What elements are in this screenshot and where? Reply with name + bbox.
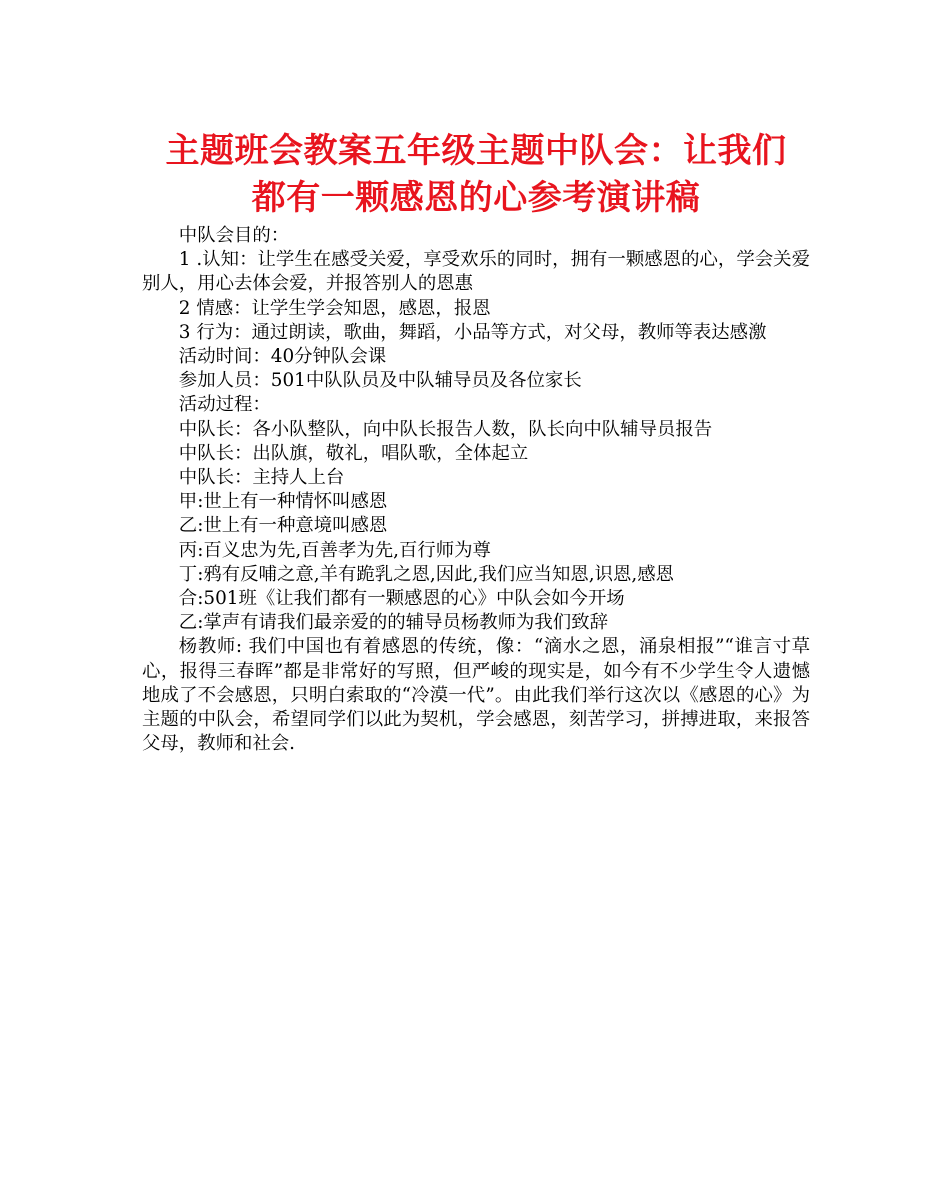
paragraph-activity-time: 活动时间：40分钟队会课 [178, 346, 387, 368]
title-line-1: 主题班会教案五年级主题中队会：让我们 [165, 131, 787, 171]
paragraph-meeting-purpose: 中队会目的： [178, 225, 290, 246]
paragraph-speaker-d: 丁:鸦有反哺之意,羊有跪乳之恩,因此,我们应当知恩,识恩,感恩 [178, 563, 674, 585]
paragraph-invite-teacher: 乙:掌声有请我们最亲爱的的辅导员杨教师为我们致辞 [178, 612, 608, 634]
document-title [142, 128, 810, 222]
paragraph-speaker-b: 乙:世上有一种意境叫感恩 [178, 515, 388, 537]
paragraph-flag-ceremony: 中队长：出队旗，敬礼，唱队歌，全体起立 [178, 442, 529, 464]
paragraph-activity-process: 活动过程： [178, 394, 271, 416]
paragraph-cognition: 1 .认知：让学生在感受关爱，享受欢乐的同时，拥有一颗感恩的心，学会关爱别人，用心去体会爱，并报答别人的恩惠 [142, 249, 810, 295]
paragraph-behavior: 3 行为：通过朗读，歌曲，舞蹈，小品等方式，对父母，教师等表达感激 [178, 321, 767, 343]
paragraph-emotion: 2 情感：让学生学会知恩，感恩，报恩 [178, 297, 491, 319]
paragraph-speaker-a: 甲:世上有一种情怀叫感恩 [178, 491, 388, 513]
paragraph-teacher-speech: 杨教师: 我们中国也有着感恩的传统，像：“滴水之恩，涌泉相报”“谁言寸草心，报得三春晖”都是非常好的写照，但严峻的现实是，如今有不少学生令人遗憾地成了不会感恩，只明白索取的“冷漠一代”。由此我们举行这次以《感恩的心》为主题的中队会，希望同学们以此为契机，学会感恩，刻苦学习，拼搏进取，来报答父母，教师和社会. [142, 636, 810, 755]
paragraph-speaker-c: 丙:百义忠为先,百善孝为先,百行师为尊 [178, 539, 491, 561]
title-line-2: 都有一颗感恩的心参考演讲稿 [251, 178, 701, 218]
document-body [142, 224, 810, 756]
paragraph-squad-report: 中队长：各小队整队，向中队长报告人数，队长向中队辅导员报告 [178, 418, 713, 440]
document-page [142, 128, 810, 756]
paragraph-together: 合:501班《让我们都有一颗感恩的心》中队会如今开场 [178, 588, 625, 610]
paragraph-participants: 参加人员：501中队队员及中队辅导员及各位家长 [178, 370, 582, 392]
paragraph-host-on-stage: 中队长：主持人上台 [178, 467, 345, 489]
